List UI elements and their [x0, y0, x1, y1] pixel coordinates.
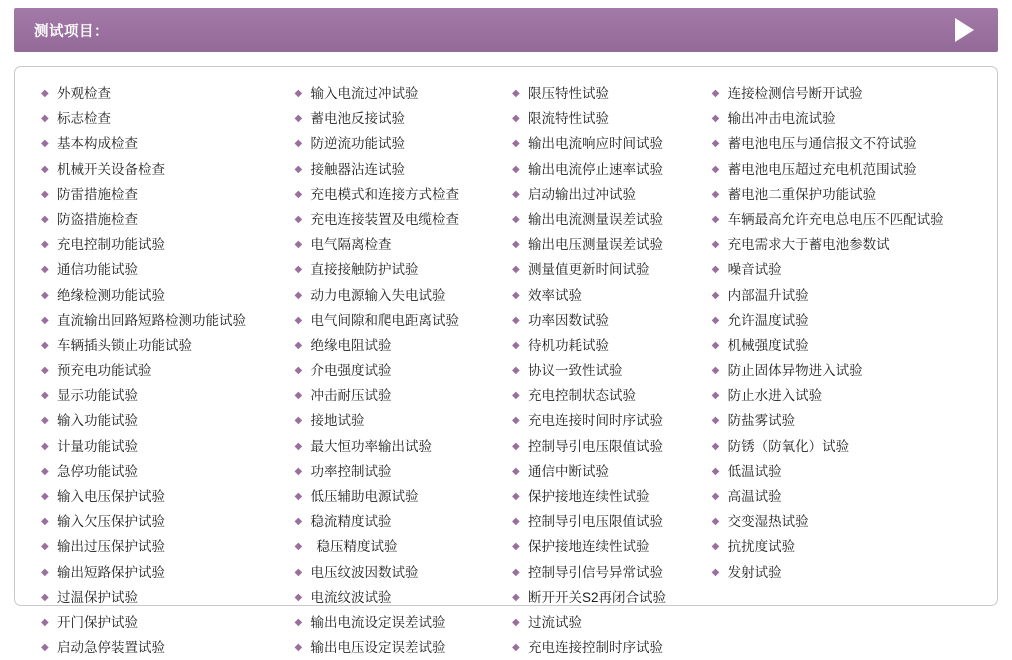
diamond-bullet-icon: ◆: [294, 314, 303, 326]
diamond-bullet-icon: ◆: [711, 465, 720, 477]
list-item[interactable]: ◆ 机械强度试验: [712, 333, 989, 358]
list-item[interactable]: ◆ 绝缘检测功能试验: [41, 283, 294, 308]
diamond-bullet-icon: ◆: [294, 113, 303, 125]
list-item[interactable]: ◆ 充电连接控制时序试验: [512, 635, 712, 660]
diamond-bullet-icon: ◆: [711, 440, 720, 452]
diamond-bullet-icon: ◆: [41, 591, 49, 603]
diamond-bullet-icon: ◆: [294, 88, 303, 99]
diamond-bullet-icon: ◆: [41, 491, 49, 502]
diamond-bullet-icon: ◆: [711, 390, 720, 402]
list-item[interactable]: ◆ 蓄电池电压与通信报文不符试验: [712, 131, 989, 156]
list-item[interactable]: ◆ 稳压精度试验: [294, 534, 512, 559]
test-items-panel: [14, 66, 998, 656]
diamond-bullet-icon: ◆: [294, 339, 303, 351]
diamond-bullet-icon: ◆: [711, 213, 720, 225]
list-item[interactable]: ◆ 预充电功能试验: [41, 358, 294, 383]
list-item[interactable]: ◆ 高温试验: [712, 484, 989, 509]
list-item[interactable]: ◆ 急停功能试验: [41, 459, 294, 484]
diamond-bullet-icon: ◆: [41, 541, 49, 553]
diamond-bullet-icon: ◆: [512, 213, 520, 225]
diamond-bullet-icon: ◆: [41, 264, 49, 276]
diamond-bullet-icon: ◆: [41, 339, 49, 351]
diamond-bullet-icon: ◆: [294, 390, 303, 402]
list-item[interactable]: ◆ 保护接地连续性试验: [512, 534, 712, 559]
list-item[interactable]: ◆ 输出电压设定误差试验: [294, 635, 512, 660]
test-items-column-4: [712, 81, 989, 585]
diamond-bullet-icon: ◆: [512, 591, 520, 603]
diamond-bullet-icon: ◆: [512, 415, 520, 427]
list-item[interactable]: ◆ 发射试验: [712, 560, 989, 585]
list-item[interactable]: ◆ 输出电流响应时间试验: [512, 131, 712, 156]
diamond-bullet-icon: ◆: [41, 415, 49, 427]
diamond-bullet-icon: ◆: [294, 138, 303, 150]
diamond-bullet-icon: ◆: [41, 516, 49, 528]
list-item[interactable]: ◆ 功率因数试验: [512, 308, 712, 333]
diamond-bullet-icon: ◆: [294, 188, 303, 200]
list-item[interactable]: ◆ 机械开关设备检查: [41, 157, 294, 182]
diamond-bullet-icon: ◆: [294, 264, 303, 276]
list-item[interactable]: ◆ 限压特性试验: [512, 81, 712, 106]
diamond-bullet-icon: ◆: [512, 465, 520, 477]
list-item[interactable]: ◆ 防止固体异物进入试验: [712, 358, 989, 383]
list-item[interactable]: ◆ 介电强度试验: [294, 358, 512, 383]
list-item[interactable]: ◆ 输出冲击电流试验: [712, 106, 989, 131]
diamond-bullet-icon: ◆: [41, 138, 49, 150]
diamond-bullet-icon: ◆: [512, 440, 520, 452]
diamond-bullet-icon: ◆: [711, 566, 720, 578]
list-item[interactable]: ◆ 通信中断试验: [512, 459, 712, 484]
section-header-bar: [14, 8, 998, 52]
list-item[interactable]: ◆ 协议一致性试验: [512, 358, 712, 383]
list-item[interactable]: ◆ 防锈（防氧化）试验: [712, 434, 989, 459]
diamond-bullet-icon: ◆: [41, 213, 49, 225]
list-item[interactable]: ◆ 蓄电池电压超过充电机范围试验: [712, 157, 989, 182]
list-item[interactable]: ◆ 基本构成检查: [41, 131, 294, 156]
list-item[interactable]: ◆ 充电控制状态试验: [512, 383, 712, 408]
diamond-bullet-icon: ◆: [294, 365, 303, 377]
diamond-bullet-icon: ◆: [711, 541, 720, 553]
diamond-bullet-icon: ◆: [294, 516, 303, 528]
list-item[interactable]: ◆ 接地试验: [294, 408, 512, 433]
list-item[interactable]: ◆ 输出电流设定误差试验: [294, 610, 512, 635]
list-item[interactable]: ◆ 充电需求大于蓄电池参数试: [712, 232, 989, 257]
diamond-bullet-icon: ◆: [711, 188, 720, 200]
diamond-bullet-icon: ◆: [711, 339, 720, 351]
diamond-bullet-icon: ◆: [512, 616, 520, 628]
list-item[interactable]: ◆ 效率试验: [512, 283, 712, 308]
list-item[interactable]: ◆ 绝缘电阻试验: [294, 333, 512, 358]
list-item[interactable]: ◆ 交变湿热试验: [712, 509, 989, 534]
test-items-column-2: [294, 81, 512, 660]
diamond-bullet-icon: ◆: [512, 88, 520, 99]
list-item[interactable]: ◆ 噪音试验: [712, 257, 989, 282]
diamond-bullet-icon: ◆: [512, 289, 520, 301]
list-item[interactable]: ◆ 输出电流停止速率试验: [512, 157, 712, 182]
diamond-bullet-icon: ◆: [41, 163, 49, 175]
diamond-bullet-icon: ◆: [41, 113, 49, 125]
list-item[interactable]: ◆ 保护接地连续性试验: [512, 484, 712, 509]
list-item[interactable]: ◆ 接触器沾连试验: [294, 157, 512, 182]
diamond-bullet-icon: ◆: [294, 163, 303, 175]
diamond-bullet-icon: ◆: [41, 616, 49, 628]
diamond-bullet-icon: ◆: [512, 113, 520, 125]
list-item[interactable]: ◆ 限流特性试验: [512, 106, 712, 131]
list-item[interactable]: ◆ 断开开关S2再闭合试验: [512, 585, 712, 610]
diamond-bullet-icon: ◆: [711, 314, 720, 326]
diamond-bullet-icon: ◆: [512, 188, 520, 200]
list-item[interactable]: ◆ 标志检查: [41, 106, 294, 131]
diamond-bullet-icon: ◆: [512, 516, 520, 528]
list-item[interactable]: ◆ 连接检测信号断开试验: [712, 81, 989, 106]
list-item[interactable]: ◆ 抗扰度试验: [712, 534, 989, 559]
diamond-bullet-icon: ◆: [512, 314, 520, 326]
test-items-columns: [23, 81, 989, 656]
diamond-bullet-icon: ◆: [512, 138, 520, 150]
diamond-bullet-icon: ◆: [41, 642, 49, 654]
list-item[interactable]: ◆ 显示功能试验: [41, 383, 294, 408]
list-item[interactable]: ◆ 低压辅助电源试验: [294, 484, 512, 509]
diamond-bullet-icon: ◆: [711, 113, 720, 125]
list-item[interactable]: ◆ 防盐雾试验: [712, 408, 989, 433]
list-item[interactable]: ◆ 防雷措施检查: [41, 182, 294, 207]
page-title: 测试项目：: [34, 23, 109, 40]
list-item[interactable]: ◆ 输出电流测量误差试验: [512, 207, 712, 232]
diamond-bullet-icon: ◆: [711, 163, 720, 175]
diamond-bullet-icon: ◆: [711, 365, 720, 377]
list-item[interactable]: ◆ 启动输出过冲试验: [512, 182, 712, 207]
diamond-bullet-icon: ◆: [294, 616, 303, 628]
list-item[interactable]: ◆ 防逆流功能试验: [294, 131, 512, 156]
list-item[interactable]: ◆ 待机功耗试验: [512, 333, 712, 358]
diamond-bullet-icon: ◆: [294, 541, 303, 553]
list-item[interactable]: ◆ 车辆最高允许充电总电压不匹配试验: [712, 207, 989, 232]
diamond-bullet-icon: ◆: [711, 516, 720, 528]
diamond-bullet-icon: ◆: [41, 390, 49, 402]
diamond-bullet-icon: ◆: [41, 440, 49, 452]
diamond-bullet-icon: ◆: [512, 566, 520, 578]
diamond-bullet-icon: ◆: [294, 440, 303, 452]
list-item[interactable]: ◆ 稳流精度试验: [294, 509, 512, 534]
list-item[interactable]: ◆ 测量值更新时间试验: [512, 257, 712, 282]
diamond-bullet-icon: ◆: [711, 239, 720, 251]
diamond-bullet-icon: ◆: [294, 591, 303, 603]
list-item[interactable]: ◆ 低温试验: [712, 459, 989, 484]
list-item[interactable]: ◆ 电流纹波试验: [294, 585, 512, 610]
test-items-column-3: [512, 81, 712, 660]
list-item[interactable]: ◆ 输出过压保护试验: [41, 534, 294, 559]
list-item[interactable]: ◆ 输出电压测量误差试验: [512, 232, 712, 257]
diamond-bullet-icon: ◆: [294, 213, 303, 225]
list-item[interactable]: ◆ 最大恒功率输出试验: [294, 434, 512, 459]
list-item[interactable]: ◆ 充电连接时间时序试验: [512, 408, 712, 433]
diamond-bullet-icon: ◆: [711, 88, 720, 99]
diamond-bullet-icon: ◆: [294, 289, 303, 301]
list-item[interactable]: ◆ 冲击耐压试验: [294, 383, 512, 408]
list-item[interactable]: ◆ 过流试验: [512, 610, 712, 635]
list-item[interactable]: ◆ 直接接触防护试验: [294, 257, 512, 282]
diamond-bullet-icon: ◆: [512, 339, 520, 351]
list-item[interactable]: ◆ 过温保护试验: [41, 585, 294, 610]
diamond-bullet-icon: ◆: [711, 289, 720, 301]
list-item[interactable]: ◆ 开门保护试验: [41, 610, 294, 635]
diamond-bullet-icon: ◆: [294, 465, 303, 477]
diamond-bullet-icon: ◆: [512, 264, 520, 276]
diamond-bullet-icon: ◆: [512, 239, 520, 251]
diamond-bullet-icon: ◆: [41, 289, 49, 301]
list-item[interactable]: ◆ 充电连接装置及电缆检查: [294, 207, 512, 232]
list-item[interactable]: ◆ 控制导引电压限值试验: [512, 509, 712, 534]
list-item[interactable]: ◆ 内部温升试验: [712, 283, 989, 308]
diamond-bullet-icon: ◆: [41, 239, 49, 251]
list-item[interactable]: ◆ 车辆插头锁止功能试验: [41, 333, 294, 358]
diamond-bullet-icon: ◆: [41, 88, 49, 99]
list-item[interactable]: ◆ 电气隔离检查: [294, 232, 512, 257]
list-item[interactable]: ◆ 外观检查: [41, 81, 294, 106]
list-item[interactable]: ◆ 控制导引电压限值试验: [512, 434, 712, 459]
diamond-bullet-icon: ◆: [512, 163, 520, 175]
list-item[interactable]: ◆ 计量功能试验: [41, 434, 294, 459]
play-triangle-icon[interactable]: [955, 18, 974, 42]
diamond-bullet-icon: ◆: [711, 264, 720, 276]
test-items-column-1: [23, 81, 294, 660]
list-item[interactable]: ◆ 输入电压保护试验: [41, 484, 294, 509]
diamond-bullet-icon: ◆: [41, 566, 49, 578]
list-item[interactable]: ◆ 输入功能试验: [41, 408, 294, 433]
diamond-bullet-icon: ◆: [512, 642, 520, 654]
list-item[interactable]: ◆ 蓄电池反接试验: [294, 106, 512, 131]
list-item[interactable]: ◆ 直流输出回路短路检测功能试验: [41, 308, 294, 333]
list-item[interactable]: ◆ 输入欠压保护试验: [41, 509, 294, 534]
list-item[interactable]: ◆ 功率控制试验: [294, 459, 512, 484]
diamond-bullet-icon: ◆: [512, 390, 520, 402]
list-item[interactable]: ◆ 防止水进入试验: [712, 383, 989, 408]
list-item[interactable]: ◆ 输入电流过冲试验: [294, 81, 512, 106]
list-item[interactable]: ◆ 蓄电池二重保护功能试验: [712, 182, 989, 207]
diamond-bullet-icon: ◆: [512, 491, 520, 502]
diamond-bullet-icon: ◆: [711, 415, 720, 427]
diamond-bullet-icon: ◆: [41, 365, 49, 377]
diamond-bullet-icon: ◆: [294, 642, 303, 654]
list-item[interactable]: ◆ 防盗措施检查: [41, 207, 294, 232]
diamond-bullet-icon: ◆: [711, 491, 720, 502]
diamond-bullet-icon: ◆: [294, 491, 303, 502]
list-item[interactable]: ◆ 充电控制功能试验: [41, 232, 294, 257]
diamond-bullet-icon: ◆: [711, 138, 720, 150]
diamond-bullet-icon: ◆: [41, 465, 49, 477]
list-item[interactable]: ◆ 控制导引信号异常试验: [512, 560, 712, 585]
list-item[interactable]: ◆ 电气间隙和爬电距离试验: [294, 308, 512, 333]
diamond-bullet-icon: ◆: [294, 239, 303, 251]
diamond-bullet-icon: ◆: [512, 541, 520, 553]
list-item[interactable]: ◆ 输出短路保护试验: [41, 560, 294, 585]
diamond-bullet-icon: ◆: [41, 188, 49, 200]
list-item[interactable]: ◆ 启动急停装置试验: [41, 635, 294, 660]
list-item[interactable]: ◆ 允许温度试验: [712, 308, 989, 333]
diamond-bullet-icon: ◆: [41, 314, 49, 326]
diamond-bullet-icon: ◆: [294, 566, 303, 578]
list-item[interactable]: ◆ 电压纹波因数试验: [294, 560, 512, 585]
diamond-bullet-icon: ◆: [294, 415, 303, 427]
list-item[interactable]: ◆ 充电模式和连接方式检查: [294, 182, 512, 207]
list-item[interactable]: ◆ 动力电源输入失电试验: [294, 283, 512, 308]
diamond-bullet-icon: ◆: [512, 365, 520, 377]
list-item[interactable]: ◆ 通信功能试验: [41, 257, 294, 282]
